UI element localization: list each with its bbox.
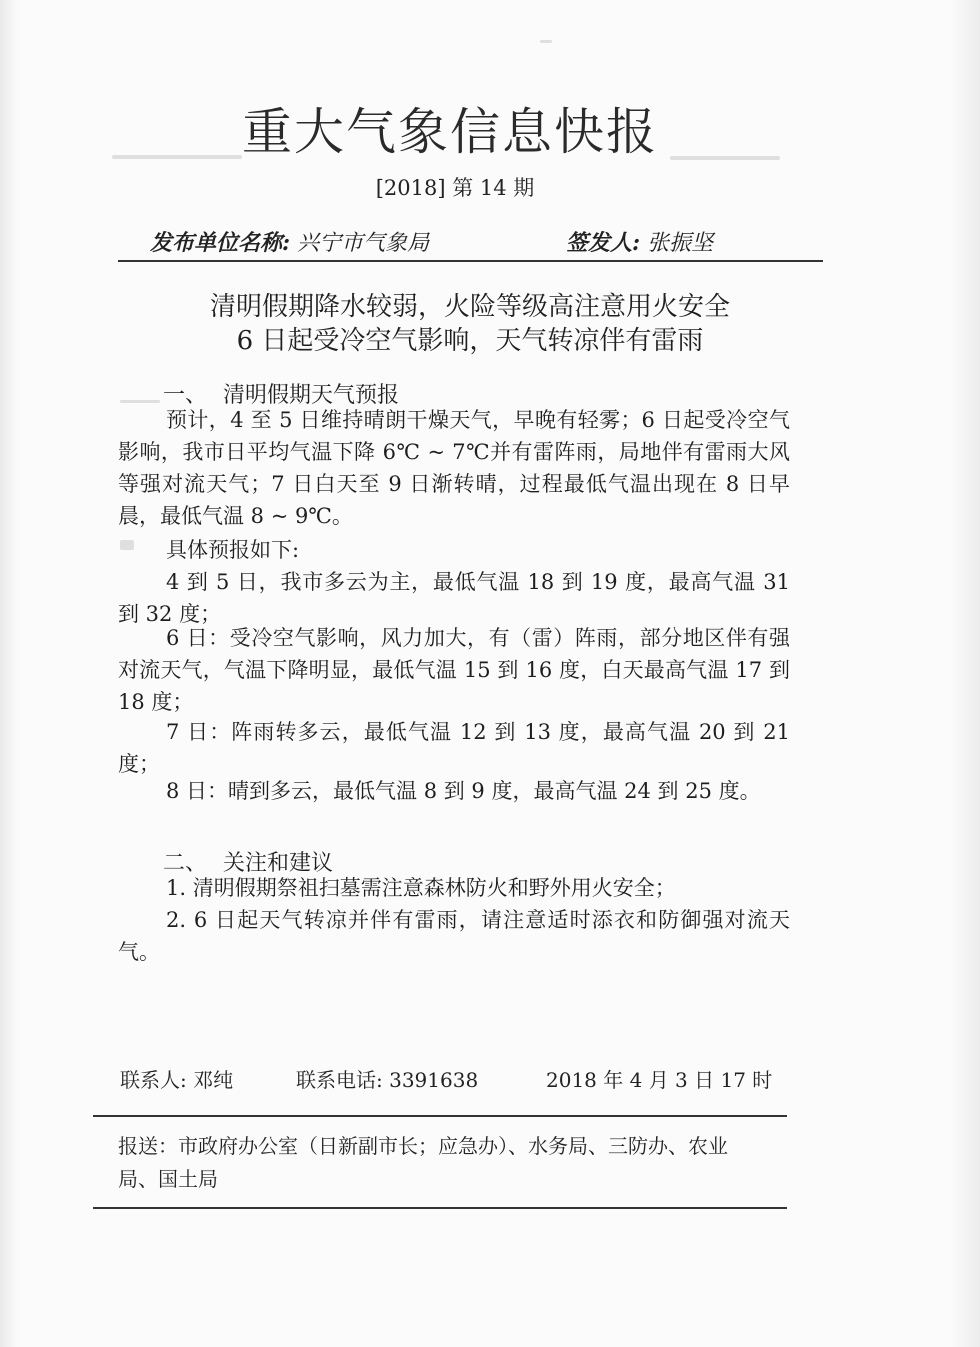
scan-speck — [120, 400, 160, 403]
header-divider — [118, 260, 823, 262]
section-2-title: 关注和建议 — [223, 851, 334, 876]
headline-line-2: 6 日起受冷空气影响，天气转凉伴有雷雨 — [236, 326, 704, 356]
scan-speck — [540, 40, 552, 43]
forecast-day-4-5: 4 到 5 日，我市多云为主，最低气温 18 到 19 度，最高气温 31 到 32 度； — [118, 570, 790, 626]
footer-divider-bottom — [93, 1207, 787, 1209]
detail-intro: 具体预报如下: — [166, 538, 300, 562]
contact-person: 联系人: 邓纯 — [120, 1068, 234, 1092]
forecast-day-7: 7 日：阵雨转多云，最低气温 12 到 13 度，最高气温 20 到 21 度； — [118, 720, 790, 776]
issue-number: [2018] 第 14 期 — [375, 176, 535, 200]
section-2-number: 二、 — [163, 851, 208, 876]
forecast-day-6: 6 日：受冷空气影响，风力加大，有（雷）阵雨，部分地区伴有强对流天气，气温下降明显，最低气温 15 到 16 度，白天最高气温 17 到 18 度； — [118, 626, 790, 714]
signer-value: 张振坚 — [647, 231, 714, 256]
contact-phone: 联系电话: 3391638 — [296, 1068, 479, 1092]
issue-datetime: 2018 年 4 月 3 日 17 时 — [546, 1068, 773, 1092]
forecast-day-8: 8 日：晴到多云，最低气温 8 到 9 度，最高气温 24 到 25 度。 — [166, 779, 761, 803]
advice-item-2: 2. 6 日起天气转凉并伴有雷雨，请注意适时添衣和防御强对流天气。 — [118, 908, 790, 964]
headline-line-1: 清明假期降水较弱，火险等级高注意用火安全 — [209, 292, 730, 322]
publisher-value: 兴宁市气象局 — [297, 231, 430, 256]
publisher-row — [150, 226, 810, 260]
publisher-label: 发布单位名称: — [150, 230, 291, 256]
advice-item-1: 1. 清明假期祭祖扫墓需注意森林防火和野外用火安全； — [166, 876, 676, 900]
section-1-number: 一、 — [163, 383, 208, 408]
footer-divider-top — [93, 1115, 787, 1117]
distribution-list: 报送：市政府办公室（日新副市长；应急办）、水务局、三防办、农业局、国土局 — [118, 1134, 728, 1191]
section-1-title: 清明假期天气预报 — [223, 383, 400, 408]
section-1-paragraph: 预计，4 至 5 日维持晴朗干燥天气，早晚有轻雾；6 日起受冷空气影响，我市日平均气温下降 6℃ ~ 7℃并有雷阵雨，局地伴有雷雨大风等强对流天气；7 日白天至 9 日渐转晴，过程最低气温出现在 8 日早晨，最低气温 8 ~ 9℃。 — [118, 408, 790, 528]
signer-label: 签发人: — [566, 230, 641, 256]
signer-block — [566, 226, 713, 257]
publisher-block — [150, 226, 429, 257]
scan-edge-left — [0, 0, 18, 1347]
scan-edge-right — [950, 0, 980, 1347]
document-title: 重大气象信息快报 — [242, 103, 658, 161]
